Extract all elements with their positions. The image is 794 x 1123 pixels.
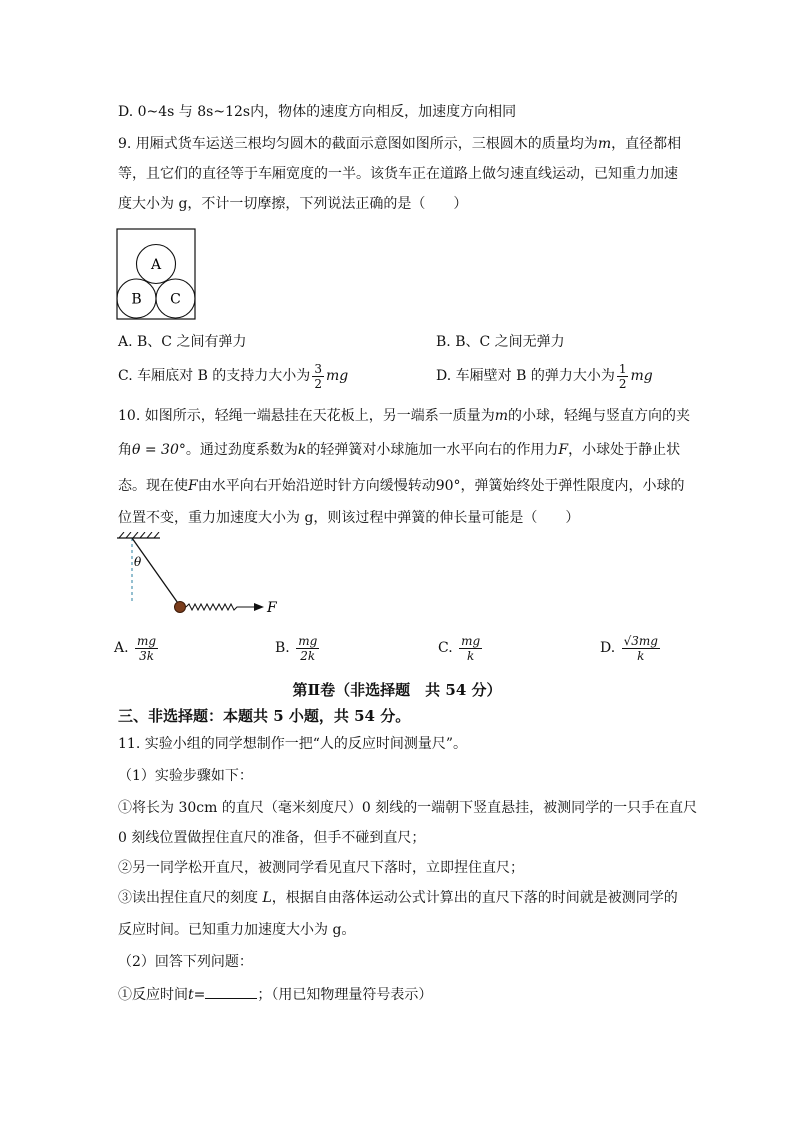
q10-option-c: C. $\frac{mg}{k}$ — [438, 633, 481, 663]
q10-option-d: D. $\frac{√3mg}{k}$ — [600, 633, 658, 663]
spring — [186, 604, 254, 610]
q9-stem-line1: 9. 用厢式货车运送三根均匀圆木的截面示意图如图所示，三根圆木的质量均为m，直径都相 — [118, 136, 682, 152]
q11-part2: （2）回答下列问题： — [118, 954, 253, 970]
q10-option-a: A. $\frac{mg}{3k}$ — [114, 633, 157, 663]
q10-stem-line4: 位置不变，重力加速度大小为 g，则该过程中弹簧的伸长量可能是（ ） — [118, 510, 580, 526]
theta-label: θ — [134, 555, 142, 569]
q8-option-d: D. 0~4s 与 8s~12s内，物体的速度方向相反，加速度方向相同 — [118, 104, 517, 120]
arrow-head — [254, 603, 264, 611]
q11-step1-line1: ①将长为 30cm 的直尺（毫米刻度尺）0 刻线的一端朝下竖直悬挂，被测同学的一只手在直尺 — [118, 800, 698, 816]
q11-answer-line: ①反应时间t= ；（用已知物理量符号表示） — [118, 984, 432, 1005]
q10-stem-line3: 态。现在使F由水平向右开始沿逆时针方向缓慢转动90°，弹簧始终处于弹性限度内，小球的 — [118, 478, 685, 494]
q9-figure-truck — [116, 228, 196, 320]
q10-option-b: B. $\frac{mg}{2k}$ — [275, 633, 318, 663]
q11-stem: 11. 实验小组的同学想制作一把“人的反应时间测量尺”。 — [118, 736, 468, 752]
truck-box — [117, 229, 195, 319]
section-subtitle: 三、非选择题：本题共 5 小题，共 54 分。 — [118, 707, 411, 725]
rope — [132, 538, 180, 606]
q10-stem-line2: 角θ = 30°。通过劲度系数为k的轻弹簧对小球施加一水平向右的作用力F，小球处于静止状 — [118, 442, 681, 458]
q9-stem-line3: 度大小为 g，不计一切摩擦，下列说法正确的是（ ） — [118, 196, 468, 212]
ceiling-hatch — [119, 532, 159, 538]
label-a: A — [150, 257, 162, 273]
q11-step2: ②另一同学松开直尺，被测同学看见直尺下落时，立即捏住直尺； — [118, 860, 524, 876]
q9-option-d: D. 车厢壁对 B 的弹力大小为 $\frac{1}{2}$ mg — [436, 361, 653, 391]
q9-option-a: A. B、C 之间有弹力 — [118, 334, 247, 350]
q9-option-c: C. 车厢底对 B 的支持力大小为 $\frac{3}{2}$ mg — [118, 361, 349, 391]
ball — [175, 602, 186, 613]
answer-blank[interactable] — [205, 984, 257, 999]
label-c: C — [170, 291, 181, 308]
q9-stem-line2: 等，且它们的直径等于车厢宽度的一半。该货车正在道路上做匀速直线运动，已知重力加速 — [118, 166, 678, 182]
q10-stem-line1: 10. 如图所示，轻绳一端悬挂在天花板上，另一端系一质量为m的小球，轻绳与竖直方向的夹 — [118, 408, 690, 424]
q11-part1: （1）实验步骤如下： — [118, 768, 253, 784]
q11-step3-line1: ③读出捏住直尺的刻度 L，根据自由落体运动公式计算出的直尺下落的时间就是被测同学的 — [118, 890, 678, 906]
q9-option-b: B. B、C 之间无弹力 — [436, 334, 565, 350]
q11-step1-line2: 0 刻线位置做捏住直尺的准备，但手不碰到直尺； — [118, 830, 426, 846]
q10-figure-pendulum — [112, 532, 292, 618]
section-title: 第Ⅱ卷（非选择题 共 54 分） — [292, 681, 502, 699]
label-b: B — [131, 291, 142, 308]
q11-step3-line2: 反应时间。已知重力加速度大小为 g。 — [118, 922, 356, 938]
force-label: F — [267, 600, 277, 616]
